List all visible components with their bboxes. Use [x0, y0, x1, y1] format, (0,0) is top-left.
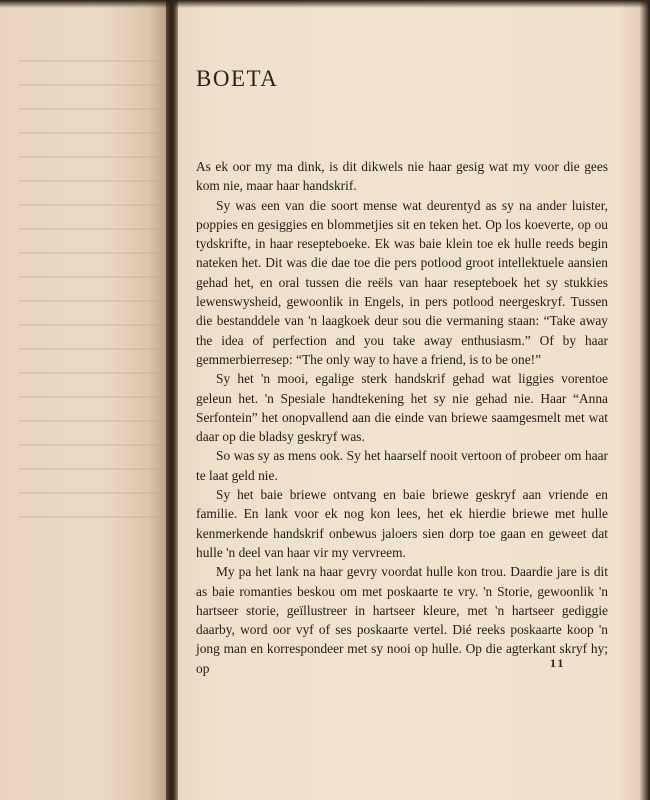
book-gutter: [166, 0, 178, 800]
paragraph: My pa het lank na haar gevry voordat hulle kon trou. Daardie jare is dit as baie romanties beskou om met poskaarte te vry. 'n Storie, gewoonlik 'n hartseer storie, geïllustreer in hartseer kleure, met 'n hartseer gediggie daarby, word oor vyf of ses poskaarte vertel. Dié reeks poskaarte koop 'n jong man en korrespondeer met sy nooi op hulle. Op die agterkant skryf hy; op: [196, 564, 608, 676]
body-text: [196, 157, 608, 678]
paragraph: Sy het baie briewe ontvang en baie briewe geskryf aan vriende en familie. En lank voor ek nog kon lees, het ek hierdie briewe met hulle kenmerkende handskrif onbewus jaloers sien dorp toe gaan en geweet dat hulle 'n deel van haar vir my vervreem.: [196, 487, 608, 560]
page-number: 11: [550, 656, 566, 670]
paragraph: Sy was een van die soort mense wat deurentyd as sy na ander luister, poppies en gesiggies en blommetjies sit en teken het. Op los koeverte, op ou tydskrifte, in haar resepteboeke. Ek was baie klein toe ek hulle reeds begin nateken het. Dit was die dae toe die pers potlood groot intellektuele aansien gehad het, en oral tussen die reëls van haar resepteboek het sy stukkies lewenswysheid, gewoonlik in Engels, in pers potlood neergeskryf. Tussen die bestanddele van 'n laagkoek deur sou die vermaning staan: “Take away the idea of perfection and you take away enthusiasm.” Of by haar gemmerbierresep: “The only way to have a friend, is to be one!”: [196, 197, 608, 367]
scan-shadow: [0, 0, 650, 8]
paragraph: As ek oor my ma dink, is dit dikwels nie haar gesig wat my voor die gees kom nie, maar haar handskrif.: [196, 159, 608, 194]
chapter-title: BOETA: [196, 66, 279, 91]
paragraph: Sy het 'n mooi, egalige sterk handskrif gehad wat liggies vorentoe geleun het. 'n Spesiale handtekening het sy nie gehad nie. Haar “Anna Serfontein” het onopvallend aan die einde van briewe saamgesmelt met wat daar op die bladsy geskryf was.: [196, 371, 608, 445]
paragraph: So was sy as mens ook. Sy het haarself nooit vertoon of probeer om haar te laat geld nie.: [196, 448, 608, 483]
show-through-text: [18, 60, 158, 530]
left-page: [0, 0, 168, 800]
page-edge: [640, 0, 650, 800]
